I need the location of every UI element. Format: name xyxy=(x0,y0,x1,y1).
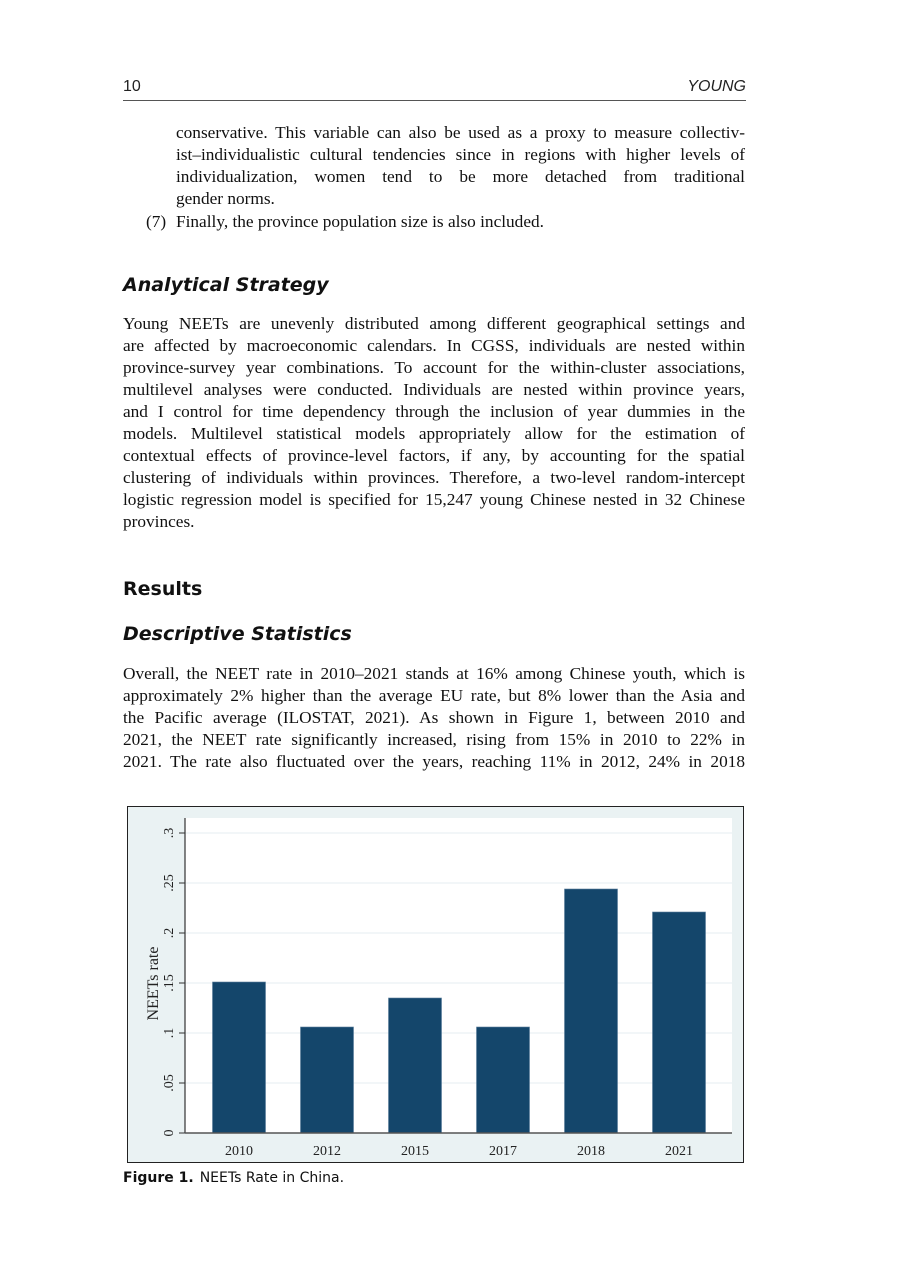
bar-2018 xyxy=(565,889,618,1133)
plot-area xyxy=(185,818,732,1133)
subsection-heading-descriptive-statistics: Descriptive Statistics xyxy=(123,623,352,645)
text-line: 2021, the NEET rate significantly increased, rising from 15% in 2010 to 22% in xyxy=(123,730,745,749)
figure-caption-text: NEETs Rate in China. xyxy=(199,1170,345,1186)
y-axis-label: NEETs rate xyxy=(145,946,162,1021)
text-line: Overall, the NEET rate in 2010–2021 stands at 16% among Chinese youth, which is xyxy=(123,664,745,683)
bar-2010 xyxy=(213,982,266,1133)
text-line: and I control for time dependency through the inclusion of year dummies in the xyxy=(123,402,745,421)
text-line: contextual effects of province-level factors, if any, by accounting for the spatial xyxy=(123,446,745,465)
figure-1-chart xyxy=(127,806,744,1163)
text-line: multilevel analyses were conducted. Individuals are nested within province years, xyxy=(123,380,745,399)
x-ticks xyxy=(225,1144,693,1159)
text-line: conservative. This variable can also be used as a proxy to measure collectiv- xyxy=(176,123,745,142)
running-header xyxy=(123,78,746,101)
text-line: provinces. xyxy=(123,512,195,531)
text-line: gender norms. xyxy=(176,189,275,208)
page-number: 10 xyxy=(123,78,141,95)
text-line: are affected by macroeconomic calendars. In CGSS, individuals are nested within xyxy=(123,336,745,355)
bar-2017 xyxy=(477,1027,530,1133)
bar-2021 xyxy=(653,912,706,1133)
text-line: 2021. The rate also fluctuated over the years, reaching 11% in 2012, 24% in 2018 xyxy=(123,752,745,771)
text-line: clustering of individuals within provinces. Therefore, a two-level random-intercept xyxy=(123,468,745,487)
text-line: approximately 2% higher than the average EU rate, but 8% lower than the Asia and xyxy=(123,686,745,705)
text-line: province-survey year combinations. To account for the within-cluster associations, xyxy=(123,358,745,377)
figure-caption xyxy=(123,1170,344,1186)
text-line: Young NEETs are unevenly distributed among different geographical settings and xyxy=(123,314,745,333)
text-line: the Pacific average (ILOSTAT, 2021). As shown in Figure 1, between 2010 and xyxy=(123,708,745,727)
text-line: logistic regression model is specified for 15,247 young Chinese nested in 32 Chinese xyxy=(123,490,745,509)
bar-2015 xyxy=(389,998,442,1133)
y-tick-label: .05 xyxy=(162,1074,177,1092)
bar-chart xyxy=(128,807,742,1161)
y-tick-label: .15 xyxy=(162,974,177,992)
text-line: individualization, women tend to be more detached from traditional xyxy=(176,167,745,186)
section-heading-results: Results xyxy=(123,578,203,600)
x-tick-label: 2012 xyxy=(313,1144,341,1159)
x-tick-label: 2021 xyxy=(665,1144,693,1159)
list-item-text: Finally, the province population size is also included. xyxy=(176,212,544,231)
text-line: ist–individualistic cultural tendencies since in regions with higher levels of xyxy=(176,145,745,164)
figure-caption-label: Figure 1. xyxy=(123,1170,194,1186)
y-tick-label: .3 xyxy=(162,827,177,839)
y-tick-label: 0 xyxy=(162,1129,177,1137)
y-tick-label: .25 xyxy=(162,874,177,892)
x-tick-label: 2015 xyxy=(401,1144,429,1159)
y-tick-label: .1 xyxy=(162,1027,177,1039)
x-tick-label: 2017 xyxy=(489,1144,517,1159)
running-title: YOUNG xyxy=(687,78,746,95)
text-line: models. Multilevel statistical models appropriately allow for the estimation of xyxy=(123,424,745,443)
y-tick-label: .2 xyxy=(162,927,177,939)
list-item-marker: (7) xyxy=(146,212,167,231)
section-heading-analytical-strategy: Analytical Strategy xyxy=(123,274,329,296)
x-tick-label: 2018 xyxy=(577,1144,605,1159)
bar-2012 xyxy=(301,1027,354,1133)
x-tick-label: 2010 xyxy=(225,1144,253,1159)
y-ticks xyxy=(162,828,185,1137)
